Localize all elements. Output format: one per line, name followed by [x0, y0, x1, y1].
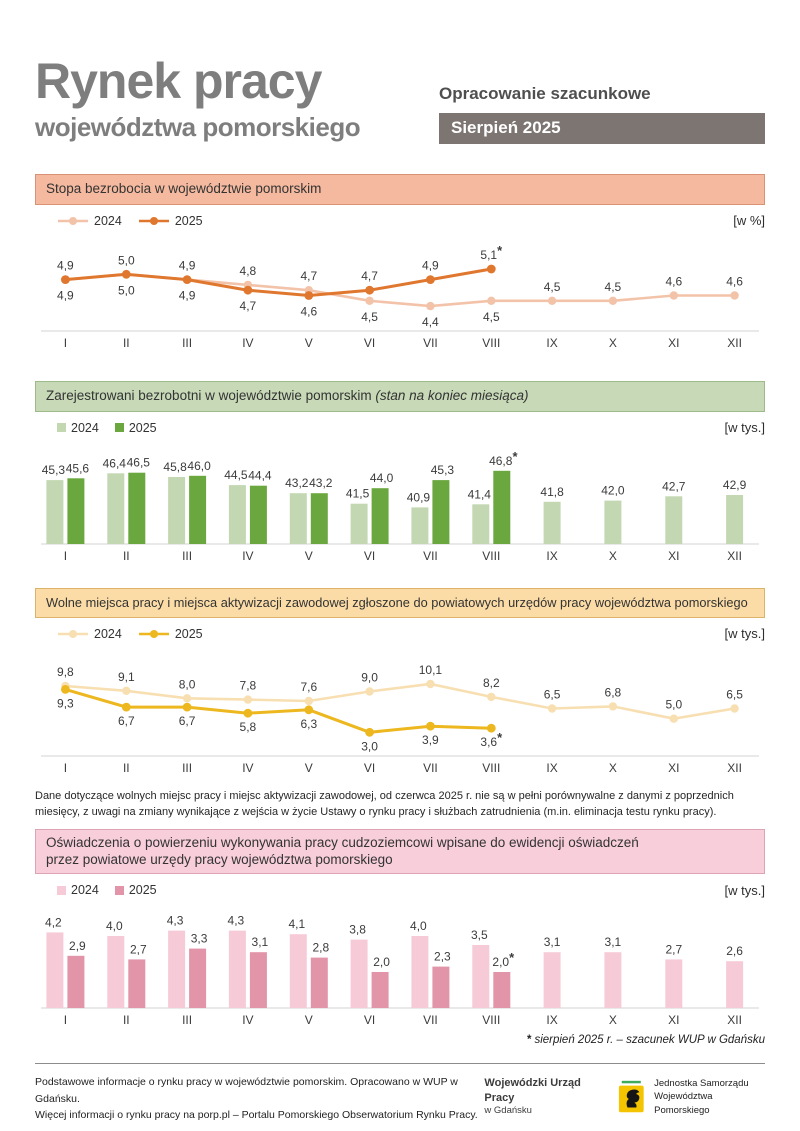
- svg-text:4,4: 4,4: [422, 314, 439, 329]
- legend-item-2025: [138, 214, 203, 228]
- svg-text:3,1: 3,1: [604, 935, 622, 950]
- svg-text:5,0: 5,0: [665, 697, 683, 712]
- svg-text:XII: XII: [727, 548, 742, 563]
- svg-text:4,9: 4,9: [178, 288, 196, 303]
- svg-text:XII: XII: [727, 1013, 742, 1028]
- svg-text:9,1: 9,1: [117, 669, 135, 684]
- svg-text:VII: VII: [423, 1013, 438, 1028]
- svg-text:2,7: 2,7: [665, 942, 683, 957]
- svg-text:4,0: 4,0: [410, 919, 427, 934]
- svg-text:IV: IV: [242, 1013, 254, 1028]
- page-subtitle: województwa pomorskiego: [35, 112, 361, 142]
- wup-name: Wojewódzki Urząd Pracy: [484, 1077, 581, 1104]
- svg-text:5,0: 5,0: [117, 253, 135, 268]
- header: [35, 53, 765, 160]
- svg-text:VIII: VIII: [482, 335, 501, 350]
- legend-declarations: [57, 883, 157, 897]
- legend-square-icon: [57, 423, 66, 432]
- legend-item-2024: [57, 214, 122, 228]
- svg-text:IV: IV: [242, 760, 254, 775]
- legend-label: 2025: [128, 883, 157, 898]
- svg-text:46,5: 46,5: [126, 455, 150, 470]
- svg-text:43,2: 43,2: [309, 475, 333, 490]
- svg-text:I: I: [63, 548, 68, 563]
- estimate-label: Opracowanie szacunkowe: [439, 84, 651, 103]
- svg-text:4,5: 4,5: [482, 309, 500, 324]
- legend-square-icon: [57, 886, 66, 895]
- svg-text:II: II: [122, 760, 130, 775]
- svg-text:42,7: 42,7: [662, 479, 686, 494]
- legend-label: 2024: [94, 626, 122, 641]
- unit-label: [w tys.]: [724, 626, 765, 642]
- svg-text:X: X: [608, 760, 617, 775]
- footnote-asterisk: *: [526, 1034, 532, 1047]
- svg-text:3,1: 3,1: [543, 935, 561, 950]
- svg-text:46,0: 46,0: [187, 458, 211, 473]
- legend-item-2024: [57, 421, 99, 435]
- svg-text:III: III: [182, 760, 193, 775]
- registered-unemployed-chart: [35, 444, 765, 566]
- svg-text:4,2: 4,2: [45, 915, 62, 930]
- svg-text:41,5: 41,5: [345, 486, 370, 501]
- legend-registered-unemployed: [57, 421, 157, 435]
- svg-text:4,3: 4,3: [166, 914, 184, 929]
- section-title-italic: (stan na koniec miesiąca): [375, 387, 529, 403]
- section-title-line1: Oświadczenia o powierzeniu wykonywania pracy cudzoziemcowi wpisane do ewidencji oświadczeń: [46, 834, 639, 850]
- footer-info: [35, 1074, 484, 1123]
- legend-unemployment-rate: [57, 214, 203, 228]
- legend-label: 2024: [94, 213, 122, 228]
- svg-text:IX: IX: [546, 1013, 558, 1028]
- svg-text:10,1: 10,1: [418, 662, 443, 677]
- svg-text:VIII: VIII: [482, 1013, 501, 1028]
- svg-text:4,3: 4,3: [227, 914, 245, 929]
- jst-logo-text: [654, 1077, 765, 1117]
- legend-line-icon: [138, 216, 170, 226]
- svg-text:II: II: [122, 548, 130, 563]
- svg-text:5,8: 5,8: [239, 719, 257, 734]
- chart-meta-row: [35, 880, 765, 900]
- svg-text:8,0: 8,0: [178, 677, 196, 692]
- svg-text:6,8: 6,8: [604, 685, 622, 700]
- unit-label: [w tys.]: [724, 882, 765, 898]
- svg-text:X: X: [608, 335, 617, 350]
- svg-text:41,4: 41,4: [467, 487, 491, 502]
- svg-text:43,2: 43,2: [285, 475, 309, 490]
- svg-text:44,0: 44,0: [369, 470, 394, 485]
- estimate-footnote: [35, 1034, 765, 1049]
- legend-square-icon: [115, 886, 124, 895]
- svg-text:4,5: 4,5: [543, 279, 561, 294]
- svg-text:XI: XI: [668, 335, 680, 350]
- svg-text:IX: IX: [546, 760, 558, 775]
- svg-text:6,5: 6,5: [726, 687, 743, 702]
- svg-text:3,5: 3,5: [470, 928, 488, 943]
- jst-line1: Jednostka Samorządu: [654, 1078, 749, 1089]
- svg-text:45,3: 45,3: [430, 462, 455, 477]
- legend-label: 2025: [174, 626, 203, 641]
- svg-text:45,8: 45,8: [163, 459, 187, 474]
- svg-text:V: V: [304, 335, 313, 350]
- svg-text:5,1*: 5,1*: [480, 242, 503, 262]
- svg-text:4,9: 4,9: [57, 288, 74, 303]
- svg-text:3,6*: 3,6*: [480, 729, 503, 749]
- title-block: [35, 53, 361, 160]
- header-right: [439, 56, 765, 160]
- svg-text:42,9: 42,9: [722, 477, 747, 492]
- legend-vacancies: [57, 627, 203, 641]
- vacancies-chart: [35, 650, 765, 782]
- svg-text:2,0*: 2,0*: [492, 950, 515, 970]
- svg-text:6,5: 6,5: [543, 687, 561, 702]
- svg-text:9,0: 9,0: [361, 670, 378, 685]
- svg-text:7,8: 7,8: [239, 678, 257, 693]
- svg-text:3,8: 3,8: [349, 923, 366, 938]
- svg-text:6,3: 6,3: [300, 716, 318, 731]
- footer-line1: Podstawowe informacje o rynku pracy w województwie pomorskim. Opracowano w WUP w Gdańsku.: [35, 1076, 458, 1105]
- svg-text:VII: VII: [423, 548, 438, 563]
- svg-text:XI: XI: [668, 1013, 680, 1028]
- svg-text:42,0: 42,0: [601, 483, 625, 498]
- svg-text:XI: XI: [668, 760, 680, 775]
- chart-meta-row: [35, 211, 765, 231]
- svg-text:4,7: 4,7: [300, 269, 318, 284]
- section-title-text: Wolne miejsca pracy i miejsca aktywizacji zawodowej zgłoszone do powiatowych urzędów pracy województwa pomorskiego: [46, 594, 748, 610]
- svg-text:8,2: 8,2: [482, 675, 500, 690]
- svg-text:45,6: 45,6: [65, 461, 90, 476]
- svg-text:4,9: 4,9: [57, 258, 74, 273]
- wup-city: w Gdańsku: [484, 1105, 532, 1117]
- svg-text:III: III: [182, 335, 193, 350]
- legend-square-icon: [115, 423, 124, 432]
- svg-text:9,3: 9,3: [57, 696, 74, 711]
- svg-text:II: II: [122, 1013, 130, 1028]
- svg-text:7,6: 7,6: [300, 679, 318, 694]
- comparability-note: Dane dotyczące wolnych miejsc pracy i miejsc aktywizacji zawodowej, od czerwca 2025 r. nie są w pełni porównywalne z danymi z poprzednich miesięcy, z uwagi na zmiany wynikające z wejścia w życie Ustawy o rynku pracy i służbach zatrudnienia (m.in. eliminacja testu rynku pracy).: [35, 789, 734, 819]
- svg-text:3,3: 3,3: [190, 932, 208, 947]
- svg-text:VI: VI: [363, 548, 376, 563]
- footer-line2: Więcej informacji o rynku pracy na porp.pl – Portalu Pomorskiego Obserwatorium Rynku Pracy.: [35, 1109, 478, 1122]
- vacancies-chart-svg: [35, 650, 765, 782]
- svg-text:2,3: 2,3: [434, 950, 451, 965]
- svg-text:46,8*: 46,8*: [489, 448, 518, 468]
- svg-text:4,5: 4,5: [361, 309, 378, 324]
- svg-text:46,4: 46,4: [102, 456, 126, 471]
- legend-item-2025: [115, 421, 157, 435]
- svg-text:2,7: 2,7: [129, 942, 147, 957]
- legend-item-2024: [57, 883, 99, 897]
- svg-text:9,8: 9,8: [57, 664, 74, 679]
- svg-text:4,5: 4,5: [604, 279, 622, 294]
- legend-label: 2024: [71, 883, 99, 898]
- svg-text:VI: VI: [363, 760, 376, 775]
- svg-text:V: V: [304, 760, 313, 775]
- legend-line-icon: [138, 629, 170, 639]
- svg-text:V: V: [304, 1013, 313, 1028]
- svg-text:5,0: 5,0: [117, 283, 135, 298]
- wup-logo-text: [484, 1076, 607, 1117]
- svg-text:X: X: [608, 1013, 617, 1028]
- legend-item-2024: [57, 627, 122, 641]
- legend-line-icon: [57, 629, 89, 639]
- svg-text:44,4: 44,4: [248, 468, 272, 483]
- svg-text:IX: IX: [546, 335, 558, 350]
- svg-text:41,8: 41,8: [540, 484, 564, 499]
- svg-text:2,8: 2,8: [312, 941, 330, 956]
- page-title: Rynek pracy: [35, 53, 322, 109]
- section-title-declarations: [35, 829, 765, 875]
- date-badge: Sierpień 2025: [439, 113, 765, 144]
- legend-line-icon: [57, 216, 89, 226]
- pomorskie-coat-of-arms-icon: [617, 1079, 646, 1115]
- svg-text:4,6: 4,6: [665, 274, 683, 289]
- svg-text:4,6: 4,6: [300, 304, 318, 319]
- svg-text:VI: VI: [363, 335, 376, 350]
- svg-text:VII: VII: [423, 760, 438, 775]
- svg-text:2,9: 2,9: [69, 939, 86, 954]
- svg-text:4,9: 4,9: [422, 258, 439, 273]
- svg-text:III: III: [182, 1013, 193, 1028]
- chart-meta-row: [35, 418, 765, 438]
- svg-text:XI: XI: [668, 548, 680, 563]
- svg-text:VI: VI: [363, 1013, 376, 1028]
- svg-text:44,5: 44,5: [224, 467, 248, 482]
- svg-text:4,8: 4,8: [239, 263, 257, 278]
- svg-text:3,1: 3,1: [251, 935, 269, 950]
- section-title-unemployment-rate: [35, 174, 765, 205]
- svg-text:4,7: 4,7: [361, 269, 378, 284]
- unemployment_rate-chart-svg: [35, 237, 765, 355]
- legend-item-2025: [138, 627, 203, 641]
- svg-text:IX: IX: [546, 548, 558, 563]
- svg-text:III: III: [182, 548, 193, 563]
- svg-text:4,9: 4,9: [178, 258, 196, 273]
- svg-text:6,7: 6,7: [117, 713, 135, 728]
- svg-text:6,7: 6,7: [178, 713, 196, 728]
- section-title-vacancies: [35, 588, 765, 618]
- declarations-chart-svg: [35, 906, 765, 1030]
- footer-divider: [35, 1063, 765, 1064]
- svg-text:V: V: [304, 548, 313, 563]
- section-title-text: Zarejestrowani bezrobotni w województwie pomorskim: [46, 387, 372, 403]
- unit-label: [w %]: [733, 213, 765, 229]
- legend-label: 2025: [174, 213, 203, 228]
- section-title-text: Stopa bezrobocia w województwie pomorskim: [46, 181, 322, 196]
- registered_unemployed-chart-svg: [35, 444, 765, 566]
- svg-text:IV: IV: [242, 335, 254, 350]
- svg-text:4,1: 4,1: [288, 917, 306, 932]
- svg-text:4,0: 4,0: [105, 919, 123, 934]
- footer-logos: [484, 1074, 765, 1117]
- unemployment-rate-chart: [35, 237, 765, 355]
- legend-label: 2025: [128, 420, 157, 435]
- section-title-line2: przez powiatowe urzędy pracy województwa pomorskiego: [46, 851, 393, 867]
- svg-text:VIII: VIII: [482, 548, 501, 563]
- svg-text:I: I: [63, 760, 68, 775]
- declarations-chart: [35, 906, 765, 1030]
- svg-text:XII: XII: [727, 760, 742, 775]
- jst-line2: Województwa Pomorskiego: [654, 1091, 713, 1116]
- svg-text:XII: XII: [727, 335, 742, 350]
- legend-label: 2024: [71, 420, 99, 435]
- series-2024: [61, 680, 739, 723]
- svg-text:3,9: 3,9: [422, 732, 439, 747]
- legend-item-2025: [115, 883, 157, 897]
- unit-label: [w tys.]: [724, 420, 765, 436]
- svg-text:I: I: [63, 335, 68, 350]
- svg-text:VIII: VIII: [482, 760, 501, 775]
- svg-text:45,3: 45,3: [41, 462, 66, 477]
- footer: [35, 1074, 765, 1123]
- svg-text:II: II: [122, 335, 130, 350]
- footnote-text: sierpień 2025 r. – szacunek WUP w Gdańsku: [534, 1034, 765, 1047]
- chart-meta-row: [35, 624, 765, 644]
- svg-text:IV: IV: [242, 548, 254, 563]
- svg-text:2,6: 2,6: [726, 944, 743, 959]
- svg-text:X: X: [608, 548, 617, 563]
- svg-text:VII: VII: [423, 335, 438, 350]
- svg-text:3,0: 3,0: [361, 739, 378, 754]
- section-title-registered-unemployed: [35, 381, 765, 412]
- svg-text:I: I: [63, 1013, 68, 1028]
- svg-text:4,6: 4,6: [726, 274, 743, 289]
- svg-text:4,7: 4,7: [239, 299, 257, 314]
- svg-text:40,9: 40,9: [406, 490, 431, 505]
- svg-text:2,0: 2,0: [373, 955, 390, 970]
